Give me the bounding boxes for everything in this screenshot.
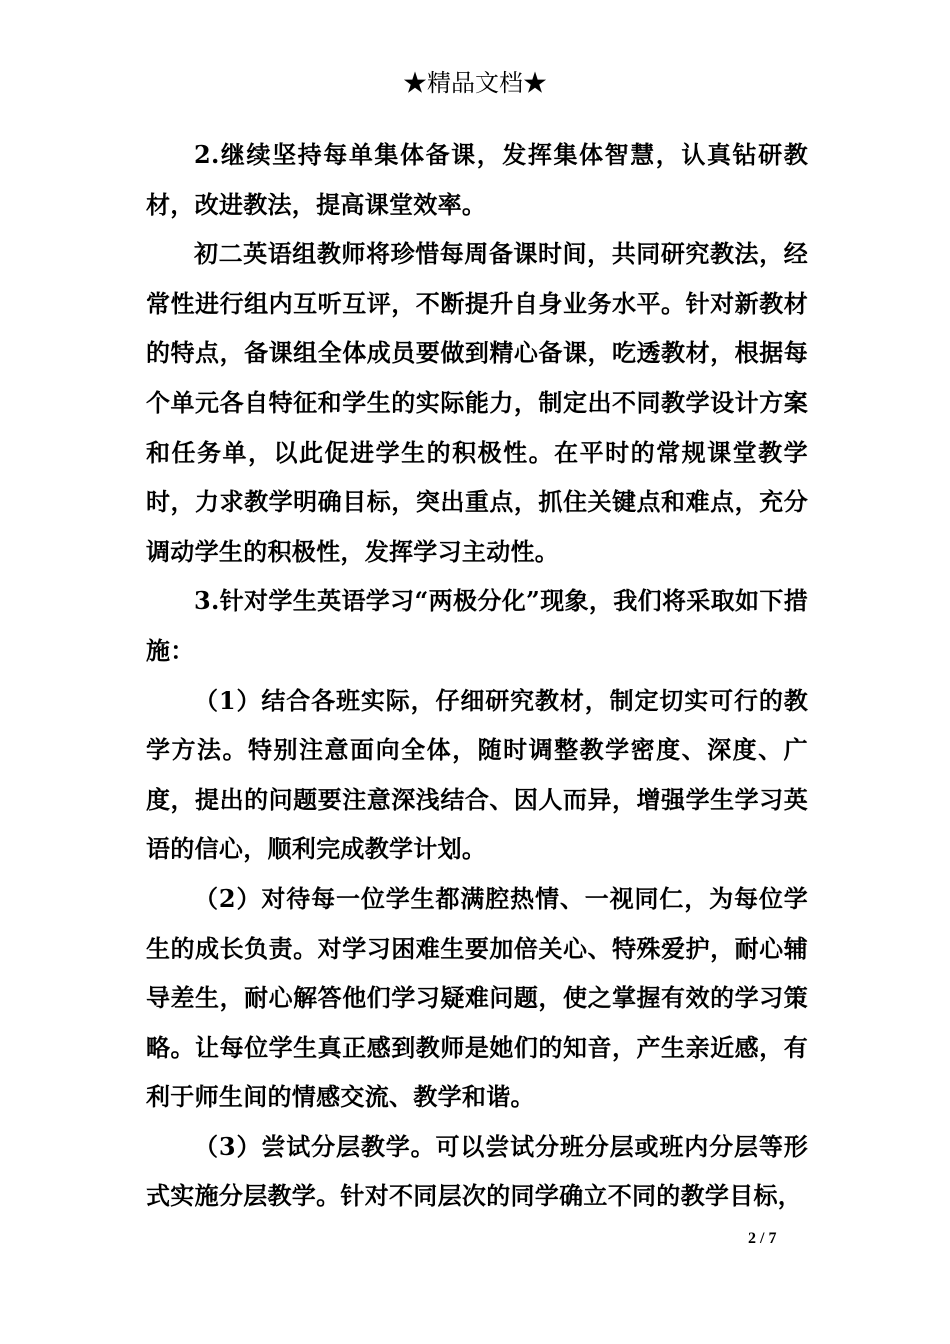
paragraph-6: （3）尝试分层教学。可以尝试分班分层或班内分层等形式实施分层教学。针对不同层次的同学确立不同的教学目标， <box>146 1131 808 1211</box>
paragraph-1: 2.继续坚持每单集体备课，发挥集体智慧，认真钻研教材，改进教法，提高课堂效率。 <box>146 140 808 219</box>
page-header: ★精品文档★ <box>403 69 547 97</box>
paragraph-4: （1）结合各班实际，仔细研究教材，制定切实可行的教学方法。特别注意面向全体，随时调整教学密度、深度、广度，提出的问题要注意深浅结合、因人而异，增强学生学习英语的信心，顺利完成教学计划。 <box>146 685 808 864</box>
page-number: 2 / 7 <box>748 1230 777 1247</box>
paragraph-5: （2）对待每一位学生都满腔热情、一视同仁，为每位学生的成长负责。对学习困难生要加倍关心、特殊爱护，耐心辅导差生，耐心解答他们学习疑难问题，使之掌握有效的学习策略。让每位学生真正感到教师是她们的知音，产生亲近感，有利于师生间的情感交流、教学和谐。 <box>146 883 808 1112</box>
paragraph-3: 3.针对学生英语学习“两极分化”现象，我们将采取如下措施： <box>146 586 808 665</box>
document-body <box>146 130 808 1221</box>
paragraph-2: 初二英语组教师将珍惜每周备课时间，共同研究教法，经常性进行组内互听互评，不断提升自身业务水平。针对新教材的特点，备课组全体成员要做到精心备课，吃透教材，根据每个单元各自特征和学生的实际能力，制定出不同教学设计方案和任务单，以此促进学生的积极性。在平时的常规课堂教学时，力求教学明确目标，突出重点，抓住关键点和难点，充分调动学生的积极性，发挥学习主动性。 <box>146 239 808 566</box>
